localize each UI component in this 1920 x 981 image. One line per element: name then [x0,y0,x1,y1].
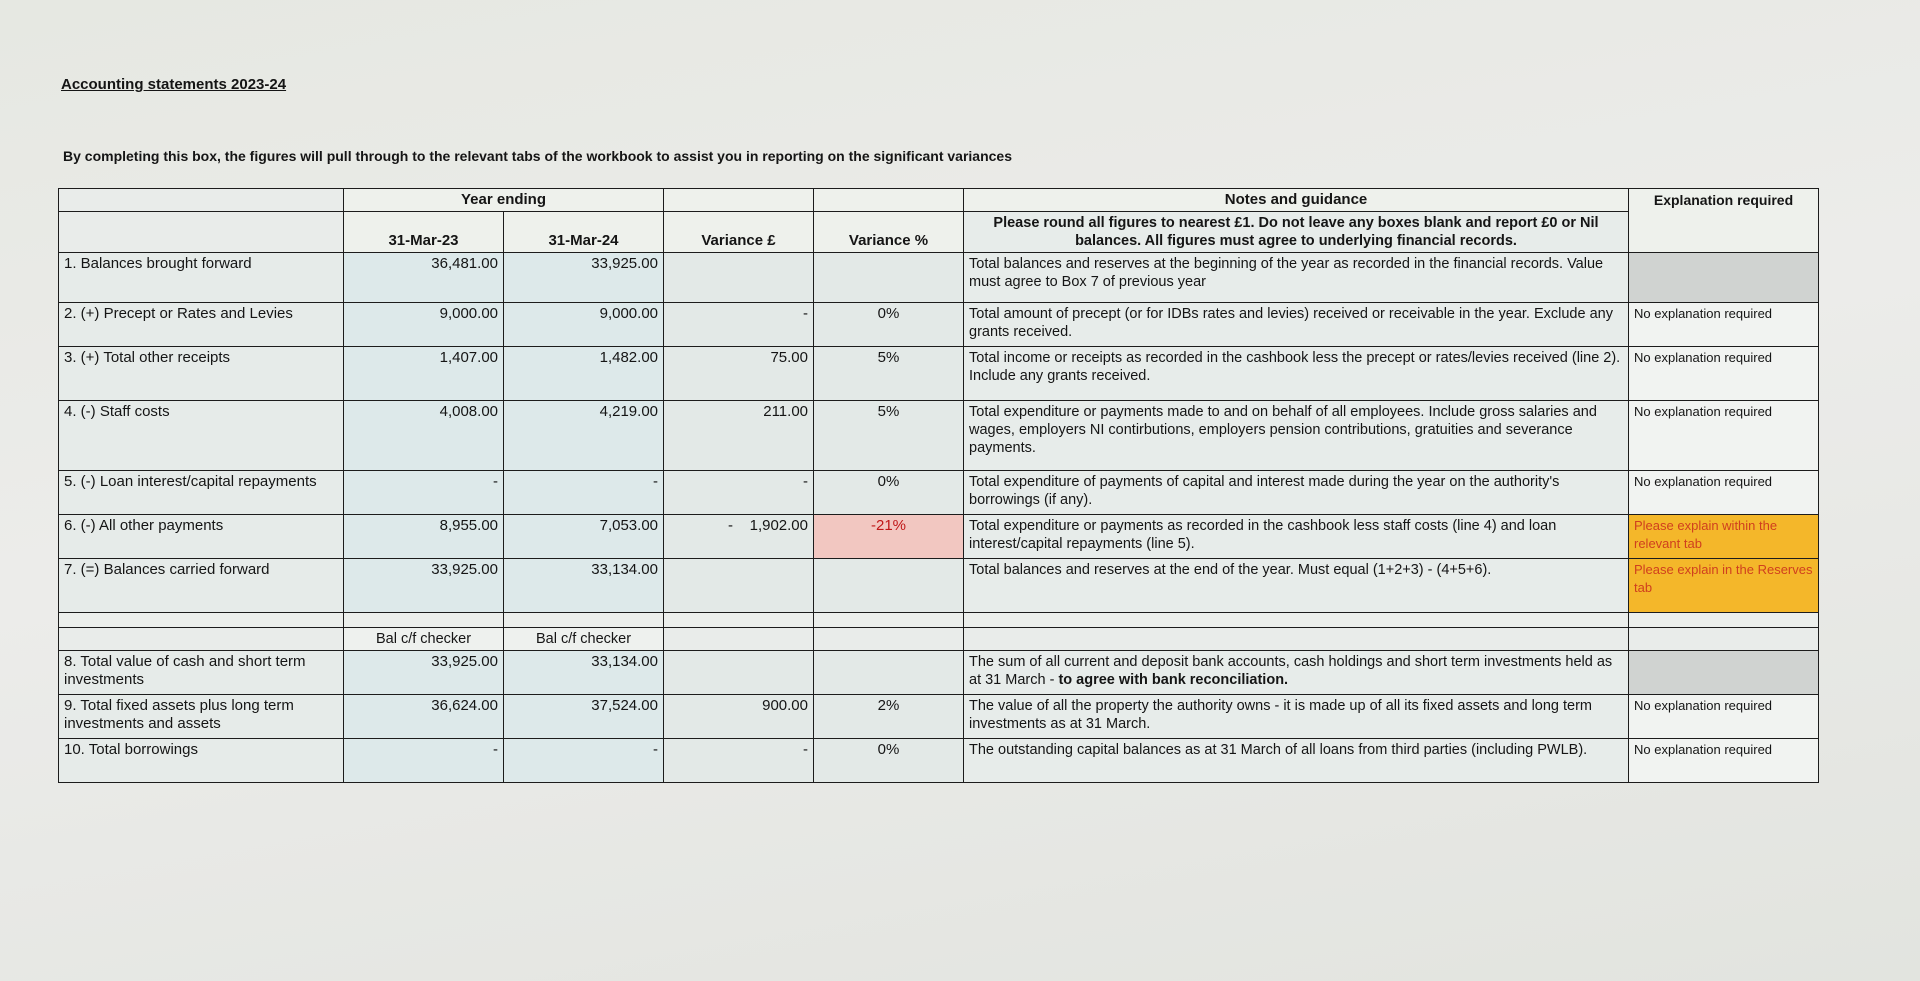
row-note [964,651,1629,695]
value-2024: 4,219.00 [504,401,664,471]
value-2023: 4,008.00 [344,401,504,471]
row-label: 8. Total value of cash and short term investments [59,651,344,695]
table-row [59,253,1819,303]
table-row [59,695,1819,739]
spacer-row [59,613,1819,628]
explanation-flag: Please explain within the relevant tab [1629,515,1819,559]
notes-instruction: Please round all figures to nearest £1. Do not leave any boxes blank and report £0 or Nil balances. All figures must agree to underlying financial records. [964,212,1629,253]
spacer-cell [504,613,664,628]
empty-header [814,189,964,212]
variance-percent: 0% [814,303,964,347]
variance-percent: 2% [814,695,964,739]
value-2023: - [344,471,504,515]
value-2024: 9,000.00 [504,303,664,347]
row-note: Total balances and reserves at the end of the year. Must equal (1+2+3) - (4+5+6). [964,559,1629,613]
variance-value [664,651,814,695]
variance-value: - [664,303,814,347]
explanation-cell: No explanation required [1629,401,1819,471]
spacer-cell [344,613,504,628]
row-label: 9. Total fixed assets plus long term investments and assets [59,695,344,739]
spacer-cell [964,613,1629,628]
explanation-cell [1629,651,1819,695]
value-2024: - [504,471,664,515]
spacer-cell [1629,613,1819,628]
explanation-cell: No explanation required [1629,739,1819,783]
row-label: 10. Total borrowings [59,739,344,783]
value-2023: 33,925.00 [344,559,504,613]
value-2024: - [504,739,664,783]
row-note: The outstanding capital balances as at 31 March of all loans from third parties (including PWLB). [964,739,1629,783]
corner-cell [59,189,344,212]
value-2024: 33,925.00 [504,253,664,303]
row-note: Total expenditure or payments as recorded in the cashbook less staff costs (line 4) and loan interest/capital repayments (line 5). [964,515,1629,559]
col-2024-header: 31-Mar-24 [504,212,664,253]
value-2023: 36,481.00 [344,253,504,303]
checker-2024: Bal c/f checker [504,628,664,651]
row-label: 2. (+) Precept or Rates and Levies [59,303,344,347]
row-note-text: The sum of all current and deposit bank accounts, cash holdings and short term investments held as at 31 March - [969,654,1613,688]
table-row [59,303,1819,347]
spacer-cell [59,613,344,628]
explanation-cell: No explanation required [1629,347,1819,401]
table-row [59,515,1819,559]
value-2023: 1,407.00 [344,347,504,401]
table-row [59,347,1819,401]
explanation-header: Explanation required [1629,189,1819,253]
variance-percent: 5% [814,401,964,471]
intro-text: By completing this box, the figures will pull through to the relevant tabs of the workbook to assist you in reporting on the significant variances [63,148,1012,164]
value-2024: 37,524.00 [504,695,664,739]
variance-value: - [664,471,814,515]
value-2023: 33,925.00 [344,651,504,695]
notes-header: Notes and guidance [964,189,1629,212]
empty-header [664,189,814,212]
header-row-2 [59,212,1819,253]
col-2023-header: 31-Mar-23 [344,212,504,253]
table-row [59,401,1819,471]
row-note-emphasis: to agree with bank reconciliation. [1058,672,1289,688]
checker-label-cell [59,628,344,651]
value-2023: 36,624.00 [344,695,504,739]
checker-2023: Bal c/f checker [344,628,504,651]
variance-percent [814,559,964,613]
table-row [59,739,1819,783]
checker-empty [1629,628,1819,651]
row-note: Total expenditure or payments made to and on behalf of all employees. Include gross salaries and wages, employers NI contirbutions, employers pension contributions, gratuities and severance payments. [964,401,1629,471]
explanation-cell: No explanation required [1629,471,1819,515]
explanation-cell [1629,253,1819,303]
corner-cell [59,212,344,253]
value-2023: - [344,739,504,783]
value-2024: 33,134.00 [504,559,664,613]
value-2024: 33,134.00 [504,651,664,695]
row-label: 1. Balances brought forward [59,253,344,303]
table-row [59,559,1819,613]
variance-value: - 1,902.00 [664,515,814,559]
header-row-1 [59,189,1819,212]
value-2023: 9,000.00 [344,303,504,347]
variance-percent [814,253,964,303]
variance-percent: 0% [814,471,964,515]
variance-percent: 0% [814,739,964,783]
variance-value [664,559,814,613]
row-note: Total income or receipts as recorded in the cashbook less the precept or rates/levies received (line 2). Include any grants received. [964,347,1629,401]
variance-percent-negative: -21% [814,515,964,559]
accounting-statements-table [58,188,1819,783]
row-note: Total expenditure of payments of capital and interest made during the year on the authority's borrowings (if any). [964,471,1629,515]
row-note: Total amount of precept (or for IDBs rates and levies) received or receivable in the year. Exclude any grants received. [964,303,1629,347]
row-label: 6. (-) All other payments [59,515,344,559]
row-note: Total balances and reserves at the beginning of the year as recorded in the financial records. Value must agree to Box 7 of previous year [964,253,1629,303]
variance-value: - [664,739,814,783]
spacer-cell [814,613,964,628]
row-label: 7. (=) Balances carried forward [59,559,344,613]
value-2024: 7,053.00 [504,515,664,559]
variance-value: 900.00 [664,695,814,739]
document-title: Accounting statements 2023-24 [61,76,287,93]
table-row [59,471,1819,515]
row-note: The value of all the property the authority owns - it is made up of all its fixed assets and long term investments as at 31 March. [964,695,1629,739]
checker-empty [964,628,1629,651]
checker-empty [664,628,814,651]
value-2024: 1,482.00 [504,347,664,401]
variance-percent: 5% [814,347,964,401]
explanation-flag: Please explain in the Reserves tab [1629,559,1819,613]
checker-row [59,628,1819,651]
table-row [59,651,1819,695]
year-ending-header: Year ending [344,189,664,212]
explanation-cell: No explanation required [1629,303,1819,347]
value-2023: 8,955.00 [344,515,504,559]
spacer-cell [664,613,814,628]
row-label: 5. (-) Loan interest/capital repayments [59,471,344,515]
variance-percent [814,651,964,695]
variance-gbp-header: Variance £ [664,212,814,253]
variance-value: 75.00 [664,347,814,401]
explanation-cell: No explanation required [1629,695,1819,739]
row-label: 4. (-) Staff costs [59,401,344,471]
variance-pct-header: Variance % [814,212,964,253]
checker-empty [814,628,964,651]
variance-value [664,253,814,303]
variance-value: 211.00 [664,401,814,471]
row-label: 3. (+) Total other receipts [59,347,344,401]
